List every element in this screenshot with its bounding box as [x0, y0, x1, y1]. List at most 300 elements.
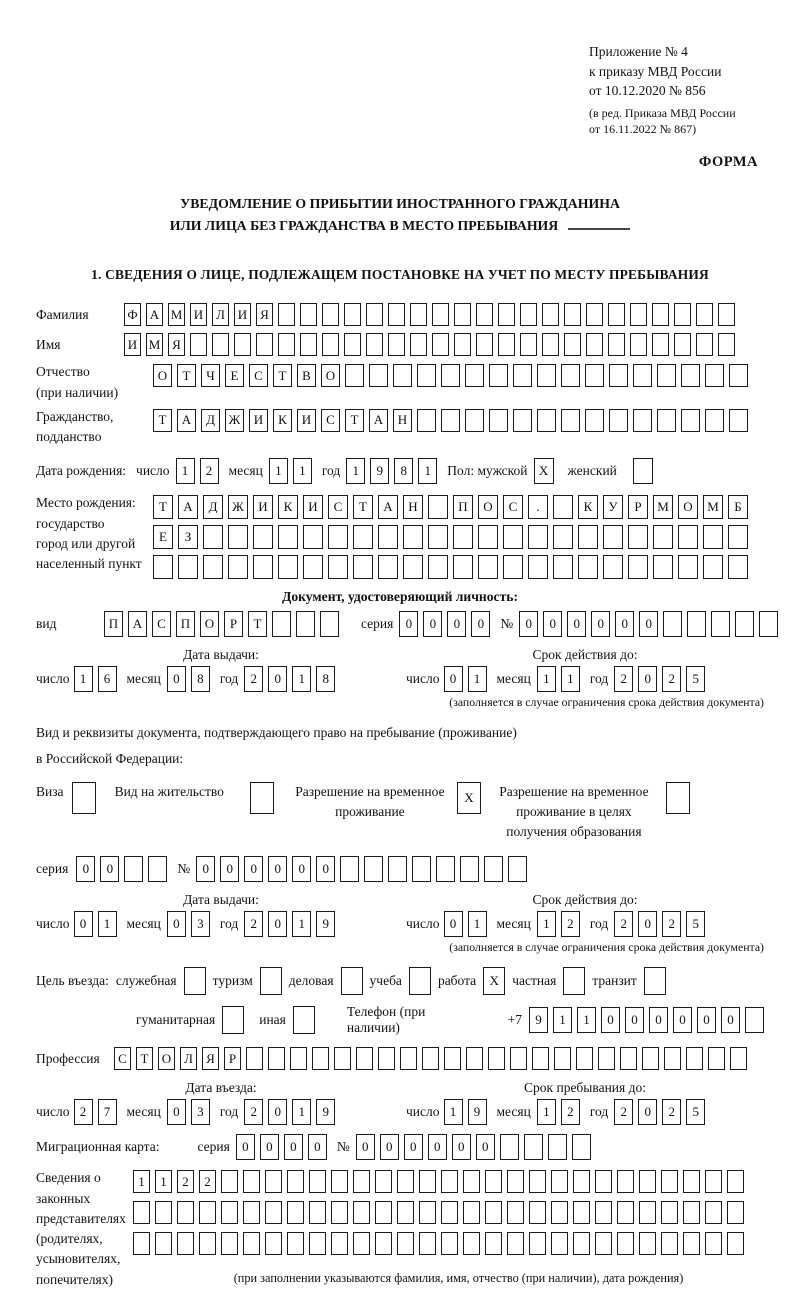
char-cell[interactable]: 2 [561, 1099, 580, 1125]
char-cell[interactable] [353, 525, 373, 549]
char-cell[interactable]: 0 [476, 1134, 495, 1160]
char-cell[interactable] [400, 1047, 417, 1070]
char-cell[interactable]: З [178, 525, 198, 549]
char-cell[interactable] [403, 555, 423, 579]
char-cell[interactable] [674, 303, 691, 326]
char-cell[interactable] [287, 1201, 304, 1224]
checkbox-cell[interactable] [633, 458, 653, 484]
char-cell[interactable] [520, 303, 537, 326]
char-cell[interactable] [681, 364, 700, 387]
char-cell[interactable] [178, 555, 198, 579]
char-cell[interactable]: Т [353, 495, 373, 519]
char-cell[interactable] [309, 1170, 326, 1193]
char-cell[interactable]: Д [201, 409, 220, 432]
checkbox-cell[interactable] [222, 1006, 244, 1034]
char-cell[interactable] [309, 1201, 326, 1224]
char-cell[interactable] [729, 364, 748, 387]
char-cell[interactable]: 9 [468, 1099, 487, 1125]
char-cell[interactable]: Т [136, 1047, 153, 1070]
char-cell[interactable]: 0 [452, 1134, 471, 1160]
char-cell[interactable] [513, 409, 532, 432]
char-cell[interactable]: 2 [662, 1099, 681, 1125]
char-cell[interactable] [465, 364, 484, 387]
char-cell[interactable] [454, 303, 471, 326]
char-cell[interactable] [657, 364, 676, 387]
char-cell[interactable] [489, 364, 508, 387]
char-cell[interactable] [578, 525, 598, 549]
char-cell[interactable] [630, 303, 647, 326]
char-cell[interactable] [728, 525, 748, 549]
char-cell[interactable]: 1 [561, 666, 580, 692]
char-cell[interactable]: 1 [537, 911, 556, 937]
char-cell[interactable] [478, 555, 498, 579]
char-cell[interactable] [711, 611, 730, 637]
char-cell[interactable] [630, 333, 647, 356]
char-cell[interactable]: 5 [686, 911, 705, 937]
char-cell[interactable] [199, 1232, 216, 1255]
char-cell[interactable] [609, 409, 628, 432]
char-cell[interactable] [441, 364, 460, 387]
char-cell[interactable] [453, 525, 473, 549]
char-cell[interactable] [393, 364, 412, 387]
char-cell[interactable] [617, 1232, 634, 1255]
char-cell[interactable] [561, 364, 580, 387]
checkbox-cell[interactable] [72, 782, 96, 814]
char-cell[interactable]: 2 [177, 1170, 194, 1193]
char-cell[interactable] [303, 555, 323, 579]
char-cell[interactable] [553, 495, 573, 519]
checkbox-cell[interactable]: X [457, 782, 481, 814]
char-cell[interactable]: И [124, 333, 141, 356]
char-cell[interactable]: 0 [638, 911, 657, 937]
char-cell[interactable]: И [253, 495, 273, 519]
char-cell[interactable]: 1 [468, 666, 487, 692]
char-cell[interactable] [397, 1201, 414, 1224]
char-cell[interactable]: 0 [399, 611, 418, 637]
char-cell[interactable]: 0 [316, 856, 335, 882]
char-cell[interactable]: П [104, 611, 123, 637]
char-cell[interactable] [639, 1201, 656, 1224]
char-cell[interactable]: К [273, 409, 292, 432]
char-cell[interactable] [705, 1170, 722, 1193]
char-cell[interactable] [410, 303, 427, 326]
char-cell[interactable]: 3 [191, 911, 210, 937]
char-cell[interactable] [190, 333, 207, 356]
char-cell[interactable] [378, 555, 398, 579]
checkbox-cell[interactable] [409, 967, 431, 995]
char-cell[interactable]: Р [628, 495, 648, 519]
char-cell[interactable]: 0 [268, 911, 287, 937]
char-cell[interactable]: 9 [529, 1007, 548, 1033]
char-cell[interactable] [397, 1232, 414, 1255]
char-cell[interactable] [573, 1201, 590, 1224]
char-cell[interactable]: . [528, 495, 548, 519]
char-cell[interactable]: 1 [444, 1099, 463, 1125]
char-cell[interactable]: Н [403, 495, 423, 519]
char-cell[interactable] [510, 1047, 527, 1070]
checkbox-cell[interactable]: X [534, 458, 554, 484]
char-cell[interactable] [378, 1047, 395, 1070]
char-cell[interactable]: 1 [176, 458, 195, 484]
char-cell[interactable]: К [578, 495, 598, 519]
char-cell[interactable] [432, 303, 449, 326]
char-cell[interactable]: О [158, 1047, 175, 1070]
char-cell[interactable] [608, 303, 625, 326]
char-cell[interactable] [537, 364, 556, 387]
char-cell[interactable]: 0 [615, 611, 634, 637]
char-cell[interactable] [603, 555, 623, 579]
char-cell[interactable] [366, 303, 383, 326]
char-cell[interactable]: 7 [98, 1099, 117, 1125]
char-cell[interactable]: 5 [686, 1099, 705, 1125]
char-cell[interactable] [221, 1232, 238, 1255]
char-cell[interactable] [300, 303, 317, 326]
char-cell[interactable] [428, 555, 448, 579]
char-cell[interactable] [686, 1047, 703, 1070]
char-cell[interactable]: Р [224, 1047, 241, 1070]
char-cell[interactable] [356, 1047, 373, 1070]
char-cell[interactable] [155, 1232, 172, 1255]
char-cell[interactable] [331, 1232, 348, 1255]
char-cell[interactable] [537, 409, 556, 432]
char-cell[interactable]: 0 [543, 611, 562, 637]
char-cell[interactable]: 0 [649, 1007, 668, 1033]
char-cell[interactable] [272, 611, 291, 637]
char-cell[interactable]: 0 [638, 1099, 657, 1125]
char-cell[interactable] [529, 1232, 546, 1255]
char-cell[interactable] [476, 333, 493, 356]
char-cell[interactable]: 0 [567, 611, 586, 637]
char-cell[interactable] [507, 1201, 524, 1224]
char-cell[interactable]: М [653, 495, 673, 519]
char-cell[interactable] [133, 1201, 150, 1224]
char-cell[interactable]: 2 [614, 911, 633, 937]
char-cell[interactable] [328, 555, 348, 579]
char-cell[interactable] [661, 1201, 678, 1224]
char-cell[interactable] [412, 856, 431, 882]
char-cell[interactable] [300, 333, 317, 356]
char-cell[interactable] [203, 555, 223, 579]
char-cell[interactable]: 1 [293, 458, 312, 484]
char-cell[interactable]: О [200, 611, 219, 637]
char-cell[interactable] [705, 1201, 722, 1224]
char-cell[interactable]: 0 [236, 1134, 255, 1160]
char-cell[interactable]: 2 [244, 666, 263, 692]
char-cell[interactable] [548, 1134, 567, 1160]
char-cell[interactable] [345, 364, 364, 387]
checkbox-cell[interactable]: X [483, 967, 505, 995]
char-cell[interactable] [485, 1232, 502, 1255]
char-cell[interactable]: 0 [308, 1134, 327, 1160]
char-cell[interactable]: С [503, 495, 523, 519]
char-cell[interactable] [708, 1047, 725, 1070]
char-cell[interactable] [460, 856, 479, 882]
char-cell[interactable] [243, 1170, 260, 1193]
char-cell[interactable] [603, 525, 623, 549]
char-cell[interactable]: М [168, 303, 185, 326]
char-cell[interactable]: С [321, 409, 340, 432]
char-cell[interactable] [620, 1047, 637, 1070]
char-cell[interactable] [485, 1170, 502, 1193]
char-cell[interactable]: 0 [284, 1134, 303, 1160]
char-cell[interactable] [551, 1232, 568, 1255]
char-cell[interactable] [554, 1047, 571, 1070]
char-cell[interactable] [585, 364, 604, 387]
char-cell[interactable] [608, 333, 625, 356]
char-cell[interactable]: 0 [601, 1007, 620, 1033]
char-cell[interactable] [155, 1201, 172, 1224]
char-cell[interactable]: О [678, 495, 698, 519]
char-cell[interactable]: А [177, 409, 196, 432]
char-cell[interactable] [234, 333, 251, 356]
char-cell[interactable] [503, 555, 523, 579]
char-cell[interactable]: 0 [519, 611, 538, 637]
checkbox-cell[interactable] [644, 967, 666, 995]
char-cell[interactable]: И [297, 409, 316, 432]
char-cell[interactable]: А [178, 495, 198, 519]
char-cell[interactable] [561, 409, 580, 432]
char-cell[interactable] [303, 525, 323, 549]
char-cell[interactable] [617, 1201, 634, 1224]
char-cell[interactable] [508, 856, 527, 882]
char-cell[interactable]: У [603, 495, 623, 519]
char-cell[interactable] [585, 409, 604, 432]
char-cell[interactable]: 2 [614, 666, 633, 692]
char-cell[interactable] [595, 1170, 612, 1193]
char-cell[interactable] [441, 1201, 458, 1224]
char-cell[interactable] [417, 409, 436, 432]
char-cell[interactable]: 8 [191, 666, 210, 692]
char-cell[interactable] [759, 611, 778, 637]
char-cell[interactable] [353, 1201, 370, 1224]
char-cell[interactable] [331, 1170, 348, 1193]
char-cell[interactable]: 1 [553, 1007, 572, 1033]
char-cell[interactable]: Т [177, 364, 196, 387]
char-cell[interactable] [617, 1170, 634, 1193]
char-cell[interactable]: К [278, 495, 298, 519]
char-cell[interactable] [532, 1047, 549, 1070]
char-cell[interactable] [268, 1047, 285, 1070]
char-cell[interactable] [639, 1170, 656, 1193]
char-cell[interactable] [564, 303, 581, 326]
char-cell[interactable]: С [152, 611, 171, 637]
char-cell[interactable]: 1 [292, 911, 311, 937]
char-cell[interactable]: 0 [260, 1134, 279, 1160]
char-cell[interactable] [463, 1170, 480, 1193]
char-cell[interactable] [153, 555, 173, 579]
char-cell[interactable] [287, 1170, 304, 1193]
char-cell[interactable] [674, 333, 691, 356]
char-cell[interactable]: Е [225, 364, 244, 387]
char-cell[interactable] [403, 525, 423, 549]
char-cell[interactable] [729, 409, 748, 432]
char-cell[interactable]: А [128, 611, 147, 637]
char-cell[interactable]: 2 [244, 1099, 263, 1125]
char-cell[interactable] [652, 333, 669, 356]
char-cell[interactable] [344, 303, 361, 326]
char-cell[interactable] [586, 333, 603, 356]
char-cell[interactable] [265, 1170, 282, 1193]
char-cell[interactable] [312, 1047, 329, 1070]
char-cell[interactable]: 0 [673, 1007, 692, 1033]
char-cell[interactable] [256, 333, 273, 356]
char-cell[interactable] [528, 525, 548, 549]
char-cell[interactable] [578, 555, 598, 579]
char-cell[interactable]: Ж [228, 495, 248, 519]
char-cell[interactable] [727, 1232, 744, 1255]
char-cell[interactable]: 9 [370, 458, 389, 484]
char-cell[interactable] [735, 611, 754, 637]
char-cell[interactable] [212, 333, 229, 356]
char-cell[interactable] [463, 1201, 480, 1224]
char-cell[interactable]: 0 [196, 856, 215, 882]
char-cell[interactable]: 0 [447, 611, 466, 637]
char-cell[interactable] [278, 303, 295, 326]
char-cell[interactable] [576, 1047, 593, 1070]
char-cell[interactable] [573, 1232, 590, 1255]
char-cell[interactable] [551, 1170, 568, 1193]
char-cell[interactable]: Д [203, 495, 223, 519]
char-cell[interactable] [422, 1047, 439, 1070]
char-cell[interactable] [378, 525, 398, 549]
char-cell[interactable] [705, 1232, 722, 1255]
char-cell[interactable] [703, 525, 723, 549]
char-cell[interactable]: 0 [639, 611, 658, 637]
char-cell[interactable]: 0 [268, 856, 287, 882]
char-cell[interactable] [633, 409, 652, 432]
char-cell[interactable] [642, 1047, 659, 1070]
char-cell[interactable]: 0 [74, 911, 93, 937]
char-cell[interactable] [375, 1232, 392, 1255]
char-cell[interactable] [228, 525, 248, 549]
char-cell[interactable]: И [303, 495, 323, 519]
char-cell[interactable]: 1 [537, 1099, 556, 1125]
char-cell[interactable]: Л [180, 1047, 197, 1070]
char-cell[interactable]: 0 [268, 666, 287, 692]
checkbox-cell[interactable] [293, 1006, 315, 1034]
char-cell[interactable] [375, 1170, 392, 1193]
char-cell[interactable] [661, 1170, 678, 1193]
char-cell[interactable]: 1 [98, 911, 117, 937]
char-cell[interactable]: 0 [721, 1007, 740, 1033]
char-cell[interactable]: 2 [561, 911, 580, 937]
char-cell[interactable] [278, 525, 298, 549]
char-cell[interactable] [542, 303, 559, 326]
char-cell[interactable]: 2 [662, 911, 681, 937]
char-cell[interactable] [718, 333, 735, 356]
char-cell[interactable]: Б [728, 495, 748, 519]
char-cell[interactable] [718, 303, 735, 326]
char-cell[interactable]: С [328, 495, 348, 519]
char-cell[interactable] [683, 1170, 700, 1193]
char-cell[interactable] [334, 1047, 351, 1070]
char-cell[interactable]: 1 [74, 666, 93, 692]
char-cell[interactable] [524, 1134, 543, 1160]
char-cell[interactable]: И [234, 303, 251, 326]
char-cell[interactable]: Т [248, 611, 267, 637]
char-cell[interactable] [453, 555, 473, 579]
char-cell[interactable]: Е [153, 525, 173, 549]
char-cell[interactable] [553, 525, 573, 549]
char-cell[interactable] [489, 409, 508, 432]
char-cell[interactable]: 2 [244, 911, 263, 937]
char-cell[interactable] [278, 333, 295, 356]
char-cell[interactable] [465, 409, 484, 432]
char-cell[interactable] [730, 1047, 747, 1070]
char-cell[interactable]: 0 [292, 856, 311, 882]
char-cell[interactable] [199, 1201, 216, 1224]
checkbox-cell[interactable] [666, 782, 690, 814]
char-cell[interactable]: Т [153, 409, 172, 432]
char-cell[interactable]: Т [153, 495, 173, 519]
char-cell[interactable] [322, 333, 339, 356]
char-cell[interactable] [553, 555, 573, 579]
char-cell[interactable]: 1 [155, 1170, 172, 1193]
char-cell[interactable] [703, 555, 723, 579]
char-cell[interactable] [436, 856, 455, 882]
checkbox-cell[interactable] [250, 782, 274, 814]
char-cell[interactable] [705, 364, 724, 387]
char-cell[interactable] [498, 333, 515, 356]
char-cell[interactable] [507, 1232, 524, 1255]
char-cell[interactable] [177, 1201, 194, 1224]
char-cell[interactable]: 0 [167, 911, 186, 937]
char-cell[interactable] [652, 303, 669, 326]
char-cell[interactable] [388, 303, 405, 326]
char-cell[interactable]: 0 [444, 911, 463, 937]
char-cell[interactable]: Т [273, 364, 292, 387]
char-cell[interactable]: 0 [404, 1134, 423, 1160]
char-cell[interactable] [246, 1047, 263, 1070]
char-cell[interactable] [328, 525, 348, 549]
char-cell[interactable] [564, 333, 581, 356]
char-cell[interactable]: 0 [697, 1007, 716, 1033]
char-cell[interactable] [663, 611, 682, 637]
char-cell[interactable]: А [378, 495, 398, 519]
char-cell[interactable] [513, 364, 532, 387]
char-cell[interactable]: Т [345, 409, 364, 432]
char-cell[interactable] [727, 1201, 744, 1224]
char-cell[interactable] [484, 856, 503, 882]
char-cell[interactable] [498, 303, 515, 326]
char-cell[interactable] [727, 1170, 744, 1193]
char-cell[interactable]: 1 [269, 458, 288, 484]
char-cell[interactable] [441, 1232, 458, 1255]
char-cell[interactable]: И [190, 303, 207, 326]
char-cell[interactable] [203, 525, 223, 549]
char-cell[interactable] [344, 333, 361, 356]
char-cell[interactable]: 0 [268, 1099, 287, 1125]
char-cell[interactable]: Ф [124, 303, 141, 326]
char-cell[interactable] [678, 555, 698, 579]
char-cell[interactable]: 9 [316, 1099, 335, 1125]
char-cell[interactable] [388, 856, 407, 882]
char-cell[interactable] [417, 364, 436, 387]
char-cell[interactable]: 5 [686, 666, 705, 692]
char-cell[interactable]: О [153, 364, 172, 387]
char-cell[interactable] [485, 1201, 502, 1224]
char-cell[interactable]: 0 [100, 856, 119, 882]
char-cell[interactable]: О [478, 495, 498, 519]
char-cell[interactable]: 1 [468, 911, 487, 937]
char-cell[interactable] [397, 1170, 414, 1193]
char-cell[interactable]: 1 [292, 666, 311, 692]
char-cell[interactable] [228, 555, 248, 579]
char-cell[interactable] [320, 611, 339, 637]
char-cell[interactable] [528, 555, 548, 579]
char-cell[interactable] [221, 1201, 238, 1224]
char-cell[interactable] [331, 1201, 348, 1224]
